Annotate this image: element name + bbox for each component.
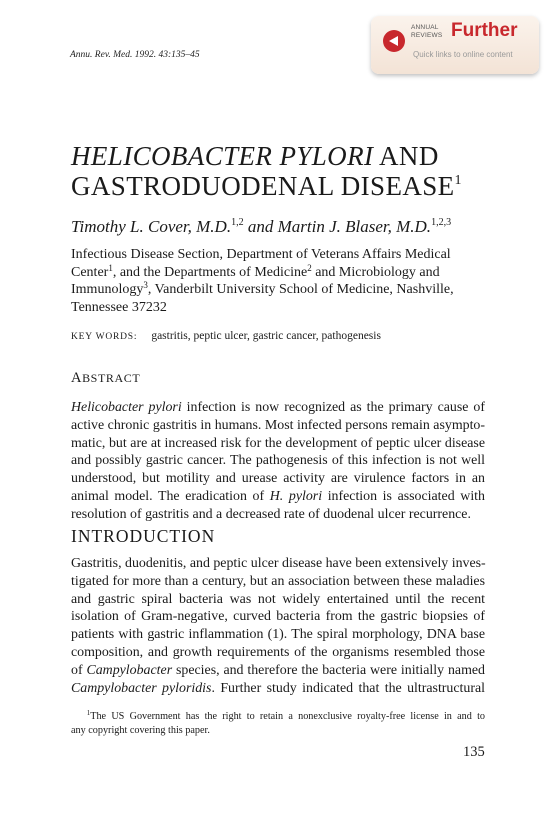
author-1-affil: 1,2 (231, 217, 244, 228)
title-rest: AND (373, 141, 439, 171)
abstract-text (71, 399, 485, 524)
abstract-line6-b: infection is associated with (322, 488, 485, 504)
abstract-line: active chronic gastritis in humans. Most infected persons remain asympto- (71, 417, 485, 433)
title-line2: GASTRODUODENAL DISEASE (71, 171, 455, 201)
further-annual: ANNUAL (411, 24, 439, 31)
author-2: Martin J. Blaser, M.D. (277, 217, 432, 236)
further-reviews: REVIEWS (411, 31, 443, 39)
further-title: Further (451, 20, 518, 41)
intro-line7-italic: Campylobacter (86, 662, 173, 678)
footnote-mark: 1 (86, 709, 91, 717)
author-1: Timothy L. Cover, M.D. (71, 217, 232, 236)
footnote-line: any copyright covering this paper. (71, 725, 210, 736)
intro-line: tigated for more than a century, but an association between these maladies (71, 573, 485, 589)
abstract-line: and possibly gastric cancer. The pathogenesis of this infection is not well (71, 453, 485, 469)
keywords-value: gastritis, peptic ulcer, gastric cancer, pathogenesis (151, 330, 381, 342)
abstract-line6-italic: H. pylori (269, 488, 323, 504)
intro-line: Gastritis, duodenitis, and peptic ulcer disease have been extensively inves- (71, 556, 486, 571)
intro-line7-b: species, and therefore the bacteria were initially named (172, 662, 485, 678)
intro-line: isolation of Gram-negative, curved bacteria from the gastric biopsies of (71, 609, 485, 625)
abstract-organism: Helicobacter pylori (71, 400, 182, 415)
intro-line8-italic: Campylobacter pyloridis (71, 680, 212, 696)
abstract-heading (71, 370, 140, 387)
affil-part-2: , and the Departments of Medicine (112, 264, 308, 280)
abstract-line6-a: animal model. The eradication of (71, 488, 270, 504)
intro-line: composition, and growth requirements of the organisms resembled those (71, 644, 485, 660)
intro-line (71, 662, 485, 680)
abstract-line: matic, but are at increased risk for the development of peptic ulcer disease (71, 435, 485, 451)
intro-line8-b: . Further study indicated that the ultrastructural (211, 680, 485, 696)
further-subtitle: Quick links to online content (413, 50, 513, 59)
further-badge[interactable] (371, 16, 539, 74)
keywords (71, 330, 381, 342)
abstract-line (71, 399, 485, 417)
abstract-line: understood, but motility and urease activity are virulence factors in an (71, 471, 485, 487)
introduction-heading: INTRODUCTION (71, 526, 216, 546)
intro-line: and gastric spiral bacteria was not widely entertained until the recent (71, 591, 485, 607)
author-2-affil: 1,2,3 (431, 217, 452, 228)
authors (71, 217, 451, 237)
abstract-line (71, 488, 485, 506)
keywords-label: KEY WORDS: (71, 332, 138, 342)
title-footnote-mark: 1 (454, 173, 462, 188)
abstract-line: resolution of gastritis and a decreased rate of duodenal ulcer recurrence. (71, 506, 471, 522)
introduction-text (71, 555, 485, 697)
page-number: 135 (463, 744, 485, 760)
affil-part-1: Infectious Disease Section, Department of Veterans Affairs Medical Center (71, 247, 451, 280)
intro-line: patients with gastric inflammation (1). The spiral morphology, DNA base (71, 627, 485, 643)
journal-reference: Annu. Rev. Med. 1992. 43:135–45 (70, 50, 200, 60)
title-italic: HELICOBACTER PYLORI (71, 141, 374, 171)
footnote-line (71, 710, 485, 724)
affil-part-3: and Microbiology and Immunology (71, 264, 440, 297)
footnote-line1: The US Government has the right to retain a nonexclusive royalty-free license in and to (90, 711, 486, 722)
abstract-heading-rest: BSTRACT (82, 371, 141, 385)
affil-part-4: , Vanderbilt University School of Medicine, Nashville, Tennessee 37232 (71, 282, 454, 315)
authors-and: and (243, 217, 278, 236)
affiliation (71, 246, 491, 316)
affil-sup-3: 3 (143, 280, 148, 290)
abstract-line1-rest: infection is now recognized as the primary cause of (181, 400, 485, 415)
article-title (71, 141, 511, 201)
affil-sup-1: 1 (108, 262, 113, 273)
annual-reviews-logo-icon (383, 30, 405, 52)
intro-line7-a: of (71, 662, 87, 678)
abstract-heading-first: A (71, 370, 83, 386)
affil-sup-2: 2 (307, 262, 312, 273)
intro-line (71, 680, 485, 698)
further-publisher (411, 24, 442, 39)
footnote (71, 710, 485, 738)
